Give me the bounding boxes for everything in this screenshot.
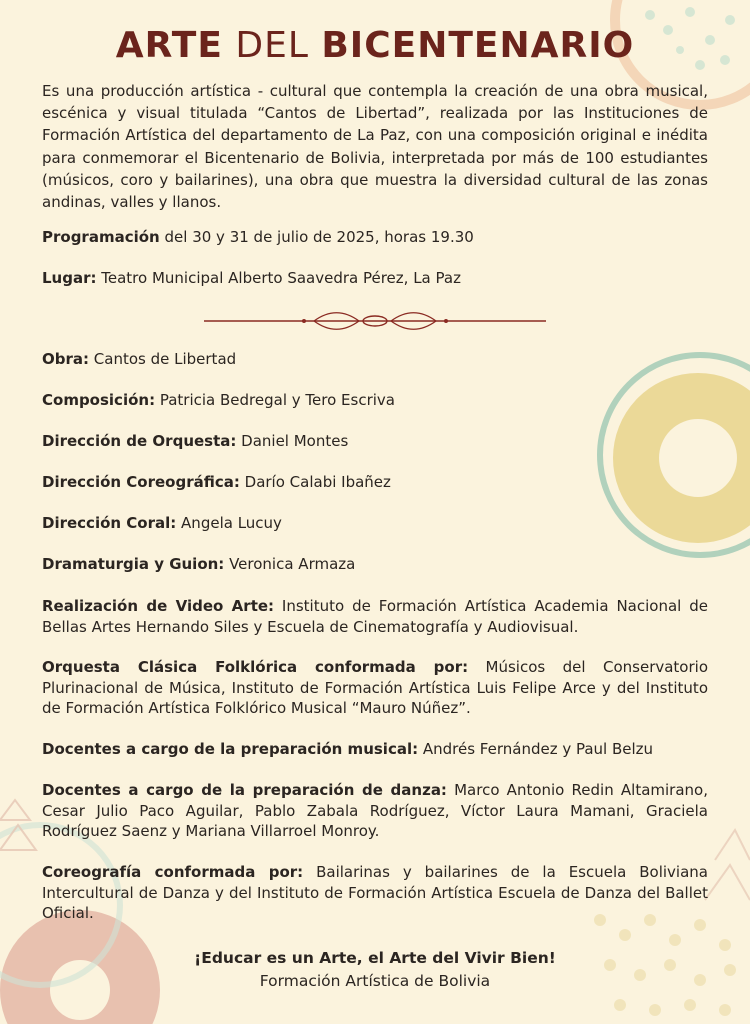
credit-label: Docentes a cargo de la preparación de danza: bbox=[42, 781, 447, 799]
credit-music-teachers bbox=[42, 739, 708, 760]
credit-value: Instituto de Formación Artística Academia Nacional de Bellas Artes Hernando Siles y Escuela de Cinematografía y Audiovisual. bbox=[42, 597, 708, 636]
credit-label: Docentes a cargo de la preparación musical: bbox=[42, 740, 419, 758]
footer-slogan: ¡Educar es un Arte, el Arte del Vivir Bien! bbox=[194, 949, 556, 967]
credit-value: Bailarinas y bailarines de la Escuela Boliviana Intercultural de Danza y del Instituto de Formación Artística Escuela de Danza del Ballet Oficial. bbox=[42, 863, 708, 923]
credit-dance-teachers bbox=[42, 780, 708, 842]
schedule-value: del 30 y 31 de julio de 2025, horas 19.30 bbox=[159, 228, 474, 246]
title-word-3: BICENTENARIO bbox=[321, 25, 635, 66]
venue-value: Teatro Municipal Alberto Saavedra Pérez, La Paz bbox=[96, 269, 461, 287]
credit-work bbox=[42, 349, 708, 370]
schedule-line bbox=[42, 227, 708, 248]
credit-value: Daniel Montes bbox=[236, 432, 349, 450]
credit-label: Dirección de Orquesta: bbox=[42, 432, 237, 450]
credit-value: Marco Antonio Redin Altamirano, Cesar Julio Paco Aguilar, Pablo Zabala Rodríguez, Víctor Laura Mamani, Graciela Rodríguez Saenz y Mariana Villarroel Monroy. bbox=[42, 781, 708, 841]
title-word-1: ARTE bbox=[115, 25, 223, 66]
credit-dramaturgy bbox=[42, 554, 708, 575]
credit-choreographic-direction bbox=[42, 472, 708, 493]
credit-label: Obra: bbox=[42, 350, 90, 368]
credit-value: Patricia Bedregal y Tero Escriva bbox=[155, 391, 395, 409]
credit-value: Darío Calabi Ibañez bbox=[239, 473, 391, 491]
credit-value: Andrés Fernández y Paul Belzu bbox=[418, 740, 654, 758]
credit-video-art bbox=[42, 596, 708, 637]
credit-composition bbox=[42, 390, 708, 411]
credit-orchestra-direction bbox=[42, 431, 708, 452]
credit-label: Dirección Coreográfica: bbox=[42, 473, 240, 491]
title-word-2: DEL bbox=[235, 25, 309, 66]
credit-choreography bbox=[42, 862, 708, 924]
credit-label: Dirección Coral: bbox=[42, 514, 177, 532]
page-title bbox=[0, 22, 750, 70]
footer-organization: Formación Artística de Bolivia bbox=[259, 972, 491, 990]
venue-line bbox=[42, 268, 708, 289]
credit-label: Coreografía conformada por: bbox=[42, 863, 304, 881]
intro-paragraph: Es una producción artística - cultural que contempla la creación de una obra musical, escénica y visual titulada “Cantos de Libertad”, realizada por las Instituciones de Formación Artística del departamento de La Paz, con una composición original e inédita para conmemorar el Bicentenario de Bolivia, interpretada por más de 100 estudiantes (músicos, coro y bailarines), una obra que muestra la diversidad cultural de las zonas andinas, valles y llanos. bbox=[42, 82, 708, 212]
credit-label: Composición: bbox=[42, 391, 156, 409]
venue-label: Lugar: bbox=[42, 269, 97, 287]
credit-value: Veronica Armaza bbox=[224, 555, 356, 573]
credit-value: Angela Lucuy bbox=[176, 514, 282, 532]
credit-value: Músicos del Conservatorio Plurinacional de Música, Instituto de Formación Artística Luis Felipe Arce y del Instituto de Formación Artística Folklórico Musical “Mauro Núñez”. bbox=[42, 658, 708, 718]
credit-folk-orchestra bbox=[42, 657, 708, 719]
credit-label: Dramaturgia y Guion: bbox=[42, 555, 225, 573]
credit-label: Orquesta Clásica Folklórica conformada por: bbox=[42, 658, 469, 676]
credit-choral-direction bbox=[42, 513, 708, 534]
credit-value: Cantos de Libertad bbox=[89, 350, 237, 368]
ornament-divider bbox=[204, 310, 546, 332]
credit-label: Realización de Video Arte: bbox=[42, 597, 275, 615]
schedule-label: Programación bbox=[42, 228, 160, 246]
